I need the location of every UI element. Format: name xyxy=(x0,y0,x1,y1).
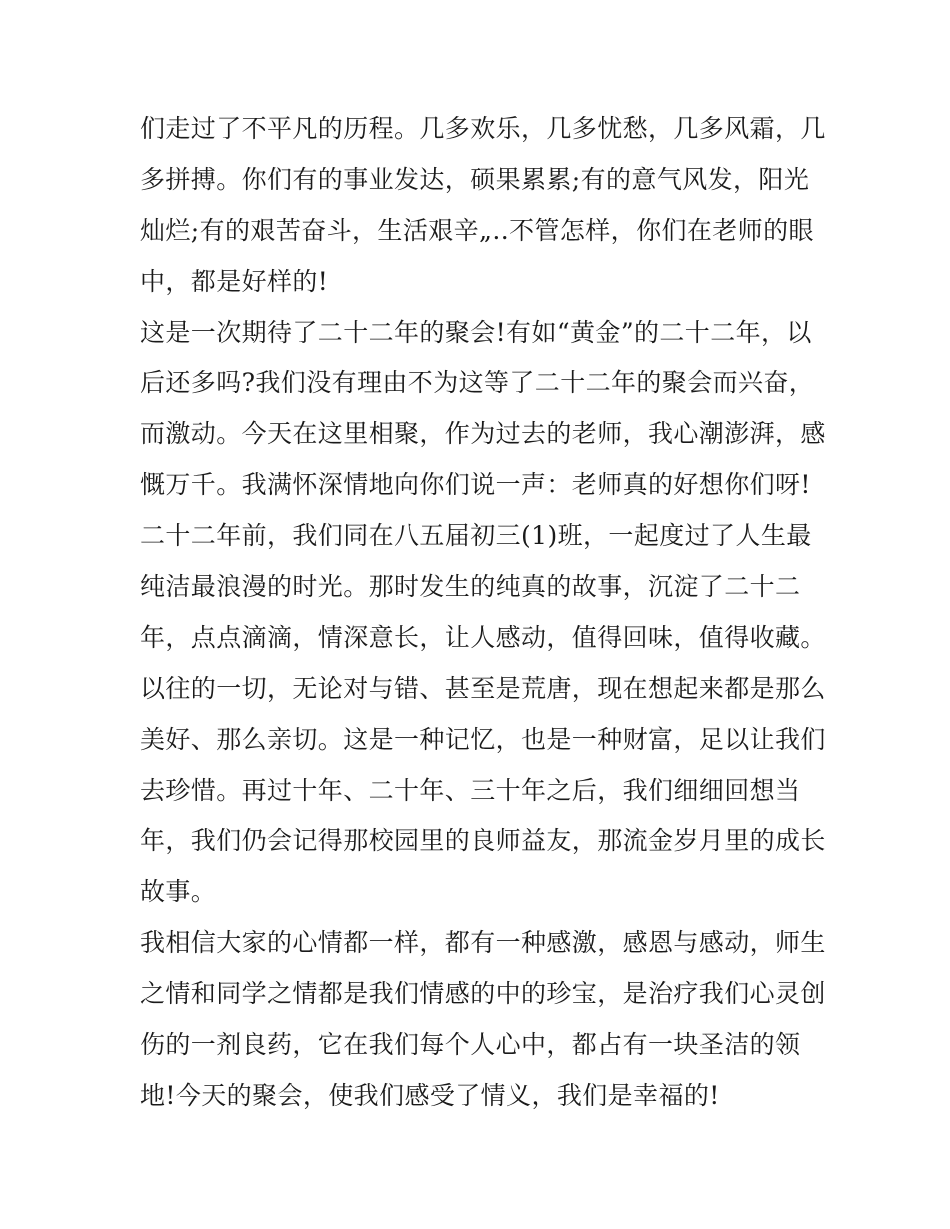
text-line: 灿烂;有的艰苦奋斗，生活艰辛„..不管怎样，你们在老师的眼 xyxy=(140,215,814,245)
document-body xyxy=(140,104,826,1122)
text-line: 后还多吗?我们没有理由不为这等了二十二年的聚会而兴奋， xyxy=(140,368,815,398)
text-line: 地!今天的聚会，使我们感受了情义，我们是幸福的! xyxy=(140,1080,720,1110)
text-line: 而激动。今天在这里相聚，作为过去的老师，我心潮澎湃，感 xyxy=(140,419,826,449)
text-line: 们走过了不平凡的历程。几多欢乐，几多忧愁，几多风霜，几 xyxy=(140,114,826,143)
text-line: 去珍惜。再过十年、二十年、三十年之后，我们细细回想当 xyxy=(140,775,801,805)
text-line: 中，都是好样的! xyxy=(140,266,329,296)
text-line: 之情和同学之情都是我们情感的中的珍宝，是治疗我们心灵创 xyxy=(140,979,826,1009)
text-line: 以往的一切，无论对与错、甚至是荒唐，现在想起来都是那么 xyxy=(140,673,826,703)
text-line: 纯洁最浪漫的时光。那时发生的纯真的故事，沉淀了二十二 xyxy=(140,572,801,602)
text-line: 伤的一剂良药，它在我们每个人心中，都占有一块圣洁的领 xyxy=(140,1030,801,1060)
text-line: 慨万千。我满怀深情地向你们说一声：老师真的好想你们呀! xyxy=(140,470,811,500)
text-line: 故事。 xyxy=(140,877,217,907)
text-line: 这是一次期待了二十二年的聚会!有如“黄金”的二十二年，以 xyxy=(140,317,812,347)
text-line: 多拼搏。你们有的事业发达，硕果累累;有的意气风发，阳光 xyxy=(140,164,810,194)
text-line: 美好、那么亲切。这是一种记忆，也是一种财富，足以让我们 xyxy=(140,724,826,754)
text-line: 二十二年前，我们同在八五届初三(1)班，一起度过了人生最 xyxy=(140,521,812,551)
text-line: 我相信大家的心情都一样，都有一种感激，感恩与感动，师生 xyxy=(140,928,826,958)
text-line: 年，我们仍会记得那校园里的良师益友，那流金岁月里的成长 xyxy=(140,826,826,856)
text-line: 年，点点滴滴，情深意长，让人感动，值得回味，值得收藏。 xyxy=(140,622,826,652)
